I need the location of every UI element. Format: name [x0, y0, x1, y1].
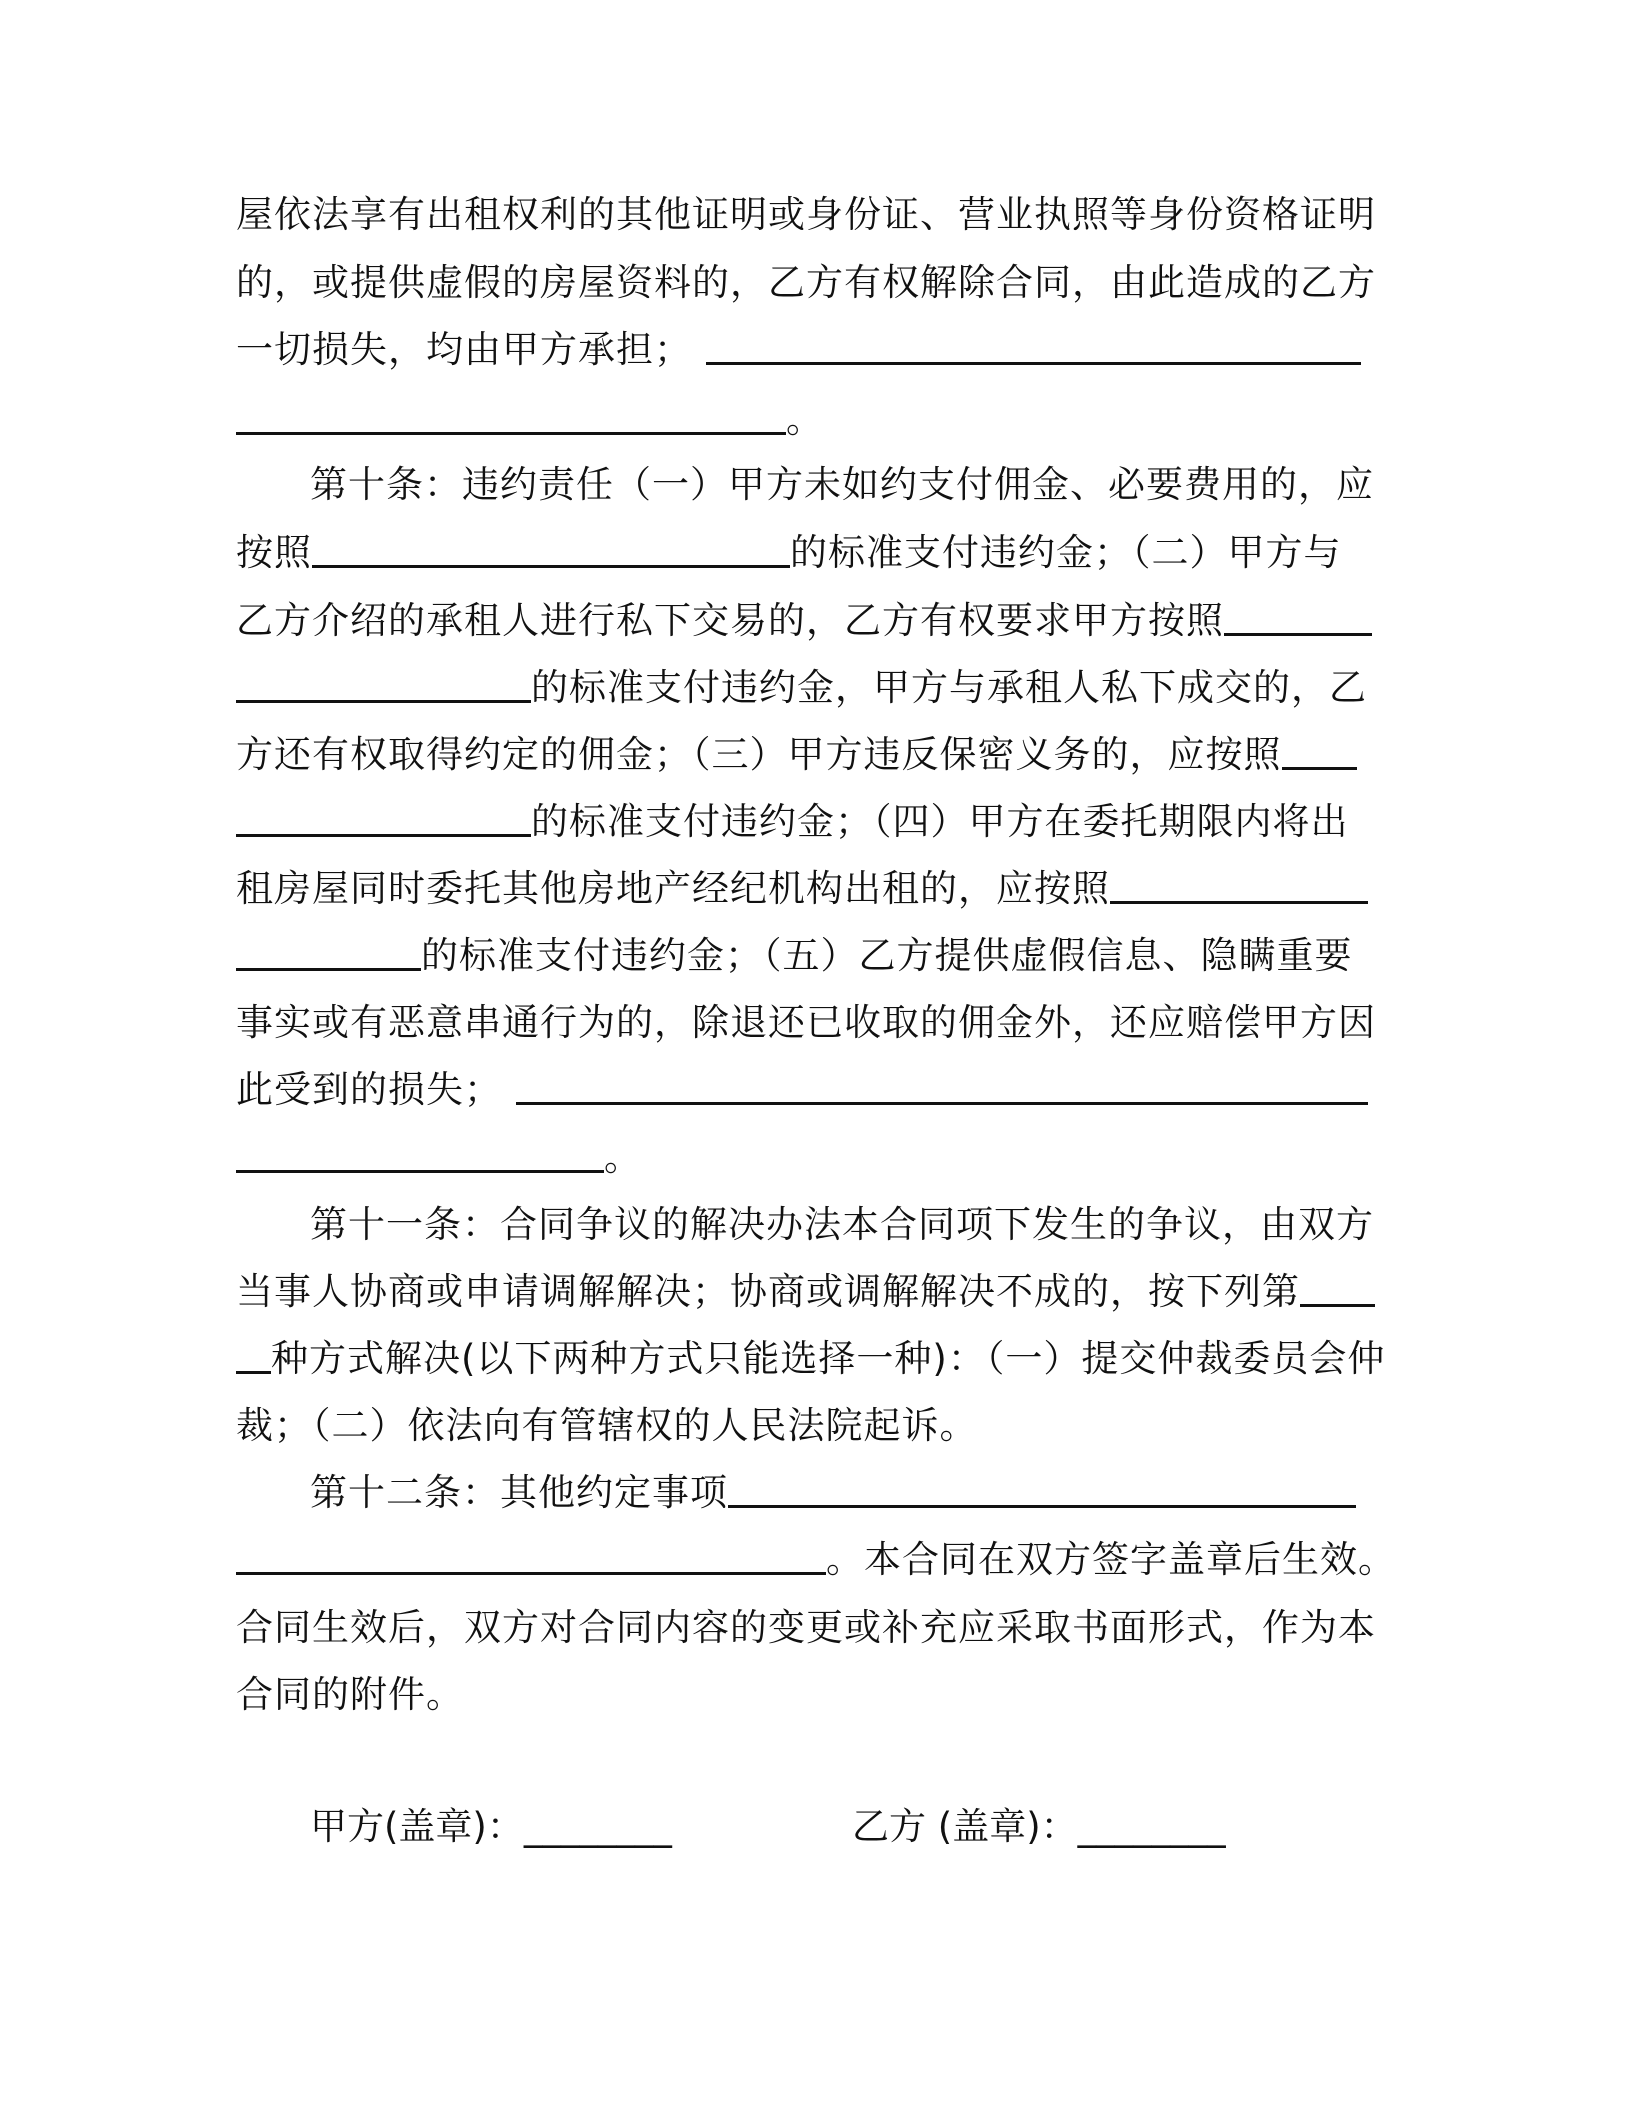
text-line: 一切损失，均由甲方承担； [236, 325, 1361, 375]
clause-12-heading: 第十二条：其他约定事项 [310, 1468, 1356, 1518]
text-line: 合同生效后，双方对合同内容的变更或补充应采取书面形式，作为本 [236, 1606, 1376, 1649]
fill-blank[interactable] [312, 518, 790, 568]
text-line: 事实或有恶意串通行为的，除退还已收取的佣金外，还应赔偿甲方因 [236, 1001, 1376, 1044]
text-line: 当事人协商或申请调解解决；协商或调解解决不成的，按下列第 [236, 1267, 1375, 1317]
text-line: 合同的附件。 [236, 1673, 464, 1716]
text-line: 乙方介绍的承租人进行私下交易的，乙方有权要求甲方按照 [236, 596, 1372, 646]
fill-blank[interactable] [236, 1123, 604, 1173]
fill-blank[interactable] [1282, 720, 1357, 770]
text-line: 的标准支付违约金；（四）甲方在委托期限内将出 [236, 797, 1349, 847]
fill-blank[interactable] [236, 653, 531, 703]
party-a-signature[interactable]: 甲方(盖章)：________ [310, 1805, 672, 1848]
text-line: 租房屋同时委托其他房地产经纪机构出租的，应按照 [236, 864, 1368, 914]
clause-11-heading: 第十一条：合同争议的解决办法本合同项下发生的争议，由双方 [310, 1203, 1374, 1246]
text-line: 裁；（二）依法向有管辖权的人民法院起诉。 [236, 1404, 978, 1447]
fill-blank[interactable] [236, 385, 786, 435]
text-line: 的标准支付违约金，甲方与承租人私下成交的，乙 [236, 663, 1367, 713]
text-line: 。 [236, 1133, 642, 1183]
fill-blank[interactable] [1300, 1257, 1375, 1307]
party-b-signature[interactable]: 乙方 (盖章)：________ [852, 1805, 1226, 1848]
text-line: 屋依法享有出租权利的其他证明或身份证、营业执照等身份资格证明 [236, 193, 1376, 236]
fill-blank[interactable] [706, 315, 1361, 365]
fill-blank[interactable] [1224, 586, 1372, 636]
fill-blank[interactable] [516, 1055, 1368, 1105]
text-line: 此受到的损失； [236, 1065, 1368, 1115]
text-line: 种方式解决(以下两种方式只能选择一种)：（一）提交仲裁委员会仲 [236, 1334, 1385, 1384]
fill-blank[interactable] [236, 787, 531, 837]
fill-blank[interactable] [728, 1458, 1356, 1508]
text-line: 的标准支付违约金；（五）乙方提供虚假信息、隐瞒重要 [236, 931, 1353, 981]
text-line: 的，或提供虚假的房屋资料的，乙方有权解除合同，由此造成的乙方 [236, 261, 1376, 304]
fill-blank[interactable] [236, 1324, 271, 1374]
fill-blank[interactable] [236, 921, 421, 971]
text-line: 按照 的标准支付违约金；（二）甲方与 [236, 528, 1342, 578]
fill-blank[interactable] [1110, 854, 1368, 904]
text-line: 。 [236, 395, 824, 445]
fill-blank[interactable] [236, 1525, 826, 1575]
text-line: 方还有权取得约定的佣金；（三）甲方违反保密义务的，应按照 [236, 730, 1357, 780]
clause-10-heading: 第十条：违约责任（一）甲方未如约支付佣金、必要费用的，应 [310, 463, 1374, 506]
text-line: 。本合同在双方签字盖章后生效。 [236, 1535, 1396, 1585]
